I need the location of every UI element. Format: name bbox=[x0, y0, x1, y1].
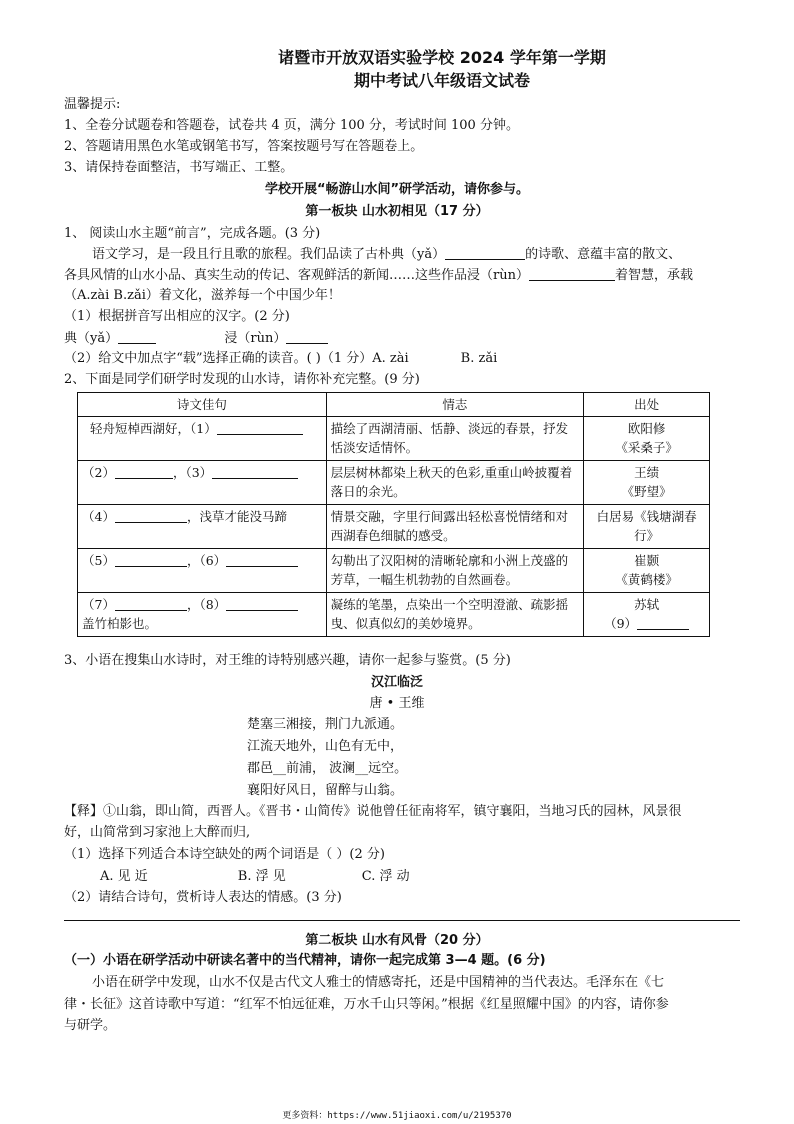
q1-sub1-a: 典（yǎ） bbox=[64, 331, 119, 346]
table-cell-verse bbox=[78, 505, 327, 549]
verse-text: ，浅草才能没马蹄 bbox=[186, 509, 287, 524]
source-author: 崔颢 bbox=[634, 553, 660, 568]
answer-blank-3[interactable] bbox=[212, 464, 298, 479]
verse-text: ，（6） bbox=[186, 553, 227, 568]
verse-text: 盖竹柏影也。 bbox=[82, 616, 158, 631]
poem-table bbox=[77, 392, 710, 637]
q3-options bbox=[100, 868, 410, 886]
q1-text-c: 各具风情的山水小品、真实生动的传记、客观鲜活的新闻……这些作品浸（rùn） bbox=[64, 268, 529, 283]
source-author: 苏轼 bbox=[634, 597, 660, 612]
q1-stem: 1、 阅读山水主题“前言”，完成各题。(3 分) bbox=[64, 226, 321, 241]
activity-title: 学校开展“畅游山水间”研学活动，请你参与。 bbox=[264, 182, 530, 197]
q3-sub2: （2）请结合诗句，赏析诗人表达的情感。(3 分) bbox=[64, 890, 342, 905]
exam-title-line2: 期中考试八年级语文试卷 bbox=[353, 71, 530, 90]
section1-title: 第一板块 山水初相见（17 分） bbox=[305, 204, 489, 219]
answer-blank-9[interactable] bbox=[637, 615, 689, 630]
q1-text-line1 bbox=[92, 245, 681, 264]
table-cell-emotion: 描绘了西湖清丽、恬静、淡远的春景，抒发恬淡安适情怀。 bbox=[326, 417, 583, 461]
section2-para-line2: 律・长征》这首诗歌中写道：“红军不怕远征难，万水千山只等闲。”根据《红星照耀中国》的内容，请你参 bbox=[64, 997, 669, 1012]
q3-option-a: A. 见 近 bbox=[100, 869, 148, 884]
notice-item-1: 1、全卷分试题卷和答题卷，试卷共 4 页，满分 100 分，考试时间 100 分钟。 bbox=[64, 118, 519, 133]
poem-line-1: 楚塞三湘接，荆门九派通。 bbox=[247, 717, 404, 732]
q1-sub2 bbox=[64, 350, 497, 368]
verse-text: ，（3） bbox=[172, 465, 213, 480]
source-work: 《野望》 bbox=[621, 484, 672, 499]
q1-sub1-b: 浸（rùn） bbox=[224, 331, 287, 346]
answer-blank-7[interactable] bbox=[115, 596, 187, 611]
section2-para-line3: 与研学。 bbox=[64, 1018, 117, 1033]
answer-blank-8[interactable] bbox=[226, 596, 298, 611]
q3-stem: 3、小语在搜集山水诗时，对王维的诗特别感兴趣，请你一起参与鉴赏。(5 分) bbox=[64, 653, 511, 668]
section2-para-line1: 小语在研学中发现，山水不仅是古代文人雅士的情感寄托，还是中国精神的当代表达。毛泽东在《七 bbox=[92, 975, 665, 990]
answer-blank-sub1b[interactable] bbox=[286, 329, 328, 344]
q1-text-b: 的诗歌、意蕴丰富的散文、 bbox=[525, 247, 682, 262]
source-author: 王绩 bbox=[634, 465, 660, 480]
q1-sub1: （1）根据拼音写出相应的汉字。(2 分) bbox=[64, 309, 290, 324]
footer-link[interactable]: 更多资料：https://www.51jiaoxi.com/u/2195370 bbox=[282, 1111, 512, 1121]
table-header-emotion: 情志 bbox=[326, 393, 583, 417]
poem-note-line1: 【释】①山翁，即山简，西晋人。《晋书・山简传》说他曾任征南将军，镇守襄阳，当地习氏的园林，风景很 bbox=[64, 804, 682, 819]
source-work: 《采桑子》 bbox=[615, 440, 678, 455]
verse-text: （2） bbox=[82, 465, 115, 480]
answer-blank-2[interactable] bbox=[115, 464, 173, 479]
notice-heading: 温馨提示: bbox=[64, 97, 121, 112]
table-row bbox=[78, 593, 710, 637]
poem-author: 唐 • 王维 bbox=[369, 696, 425, 711]
notice-item-3: 3、请保持卷面整洁，书写端正、工整。 bbox=[64, 160, 294, 175]
table-cell-source bbox=[584, 417, 710, 461]
source-author: 白居易《钱塘湖春 bbox=[596, 509, 697, 524]
table-cell-verse bbox=[78, 549, 327, 593]
q1-sub1-answers bbox=[64, 329, 328, 348]
table-cell-emotion: 凝练的笔墨，点染出一个空明澄澈、疏影摇曳、似真似幻的美妙境界。 bbox=[326, 593, 583, 637]
table-cell-source bbox=[584, 593, 710, 637]
poem-note-line2: 好，山简常到习家池上大醉而归, bbox=[64, 825, 251, 840]
table-row bbox=[78, 461, 710, 505]
table-row bbox=[78, 549, 710, 593]
table-cell-source bbox=[584, 461, 710, 505]
table-cell-source bbox=[584, 505, 710, 549]
poem-line-4: 襄阳好风日，留醉与山翁。 bbox=[247, 783, 404, 798]
source-author: 欧阳修 bbox=[627, 421, 666, 436]
source-work: 行》 bbox=[634, 528, 660, 543]
answer-blank-5[interactable] bbox=[115, 552, 187, 567]
q1-sub2-a: （2）给文中加点字“载”选择正确的读音。( )（1 分）A. zài bbox=[64, 351, 409, 366]
source-work bbox=[588, 614, 705, 633]
verse-text: （4） bbox=[82, 509, 115, 524]
table-cell-emotion: 情景交融，字里行间露出轻松喜悦情绪和对西湖春色细腻的感受。 bbox=[326, 505, 583, 549]
verse-text: ，（8） bbox=[186, 597, 227, 612]
table-cell-emotion: 勾勒出了汉阳树的清晰轮廓和小洲上茂盛的芳草，一幅生机勃勃的自然画卷。 bbox=[326, 549, 583, 593]
section2-part1: （一）小语在研学活动中研读名著中的当代精神，请你一起完成第 3—4 题。(6 分) bbox=[64, 953, 546, 968]
table-header-source: 出处 bbox=[584, 393, 710, 417]
poem-line-2: 江流天地外，山色有无中， bbox=[247, 739, 404, 754]
q2-stem: 2、下面是同学们研学时发现的山水诗，请你补充完整。(9 分) bbox=[64, 372, 420, 387]
poem-title: 汉江临泛 bbox=[370, 675, 423, 690]
verse-text: 轻舟短棹西湖好，（1） bbox=[90, 421, 217, 436]
q3-option-c: C. 浮 动 bbox=[361, 869, 410, 884]
source-work-label: （9） bbox=[604, 616, 638, 631]
q1-text-a: 语文学习，是一段且行且歌的旅程。我们品读了古朴典（yǎ） bbox=[92, 247, 446, 262]
section2-title: 第二板块 山水有风骨（20 分） bbox=[305, 933, 489, 948]
verse-text: （7） bbox=[82, 597, 115, 612]
table-cell-verse bbox=[78, 593, 327, 637]
section-divider bbox=[64, 920, 740, 921]
answer-blank-run[interactable] bbox=[529, 266, 615, 281]
table-cell-emotion: 层层树林都染上秋天的色彩,重重山岭披覆着落日的余光。 bbox=[326, 461, 583, 505]
table-header-verse: 诗文佳句 bbox=[78, 393, 327, 417]
q3-option-b: B. 浮 见 bbox=[237, 869, 286, 884]
table-cell-source bbox=[584, 549, 710, 593]
notice-item-2: 2、答题请用黑色水笔或钢笔书写，答案按题号写在答题卷上。 bbox=[64, 139, 424, 154]
q1-text-d: 着智慧，承载 bbox=[614, 268, 693, 283]
poem-line-3: 郡邑__前浦， 波澜__远空。 bbox=[247, 761, 408, 776]
table-cell-verse bbox=[78, 461, 327, 505]
table-row bbox=[78, 417, 710, 461]
source-work: 《黄鹤楼》 bbox=[615, 572, 678, 587]
q1-text-line2 bbox=[64, 266, 693, 285]
answer-blank-4[interactable] bbox=[115, 508, 187, 523]
answer-blank-sub1a[interactable] bbox=[118, 329, 156, 344]
table-row bbox=[78, 505, 710, 549]
q1-text-line3: （A.zài B.zǎi）着文化，滋养每一个中国少年！ bbox=[64, 288, 341, 303]
q1-sub2-b: B. zǎi bbox=[460, 351, 498, 366]
q3-sub1: （1）选择下列适合本诗空缺处的两个词语是（ ）(2 分) bbox=[64, 847, 385, 862]
table-cell-verse bbox=[78, 417, 327, 461]
verse-text: （5） bbox=[82, 553, 115, 568]
answer-blank-6[interactable] bbox=[226, 552, 298, 567]
answer-blank-1[interactable] bbox=[217, 420, 303, 435]
answer-blank-ya[interactable] bbox=[445, 245, 525, 260]
exam-title-line1: 诸暨市开放双语实验学校 2024 学年第一学期 bbox=[278, 48, 606, 67]
table-header-row bbox=[78, 393, 710, 417]
